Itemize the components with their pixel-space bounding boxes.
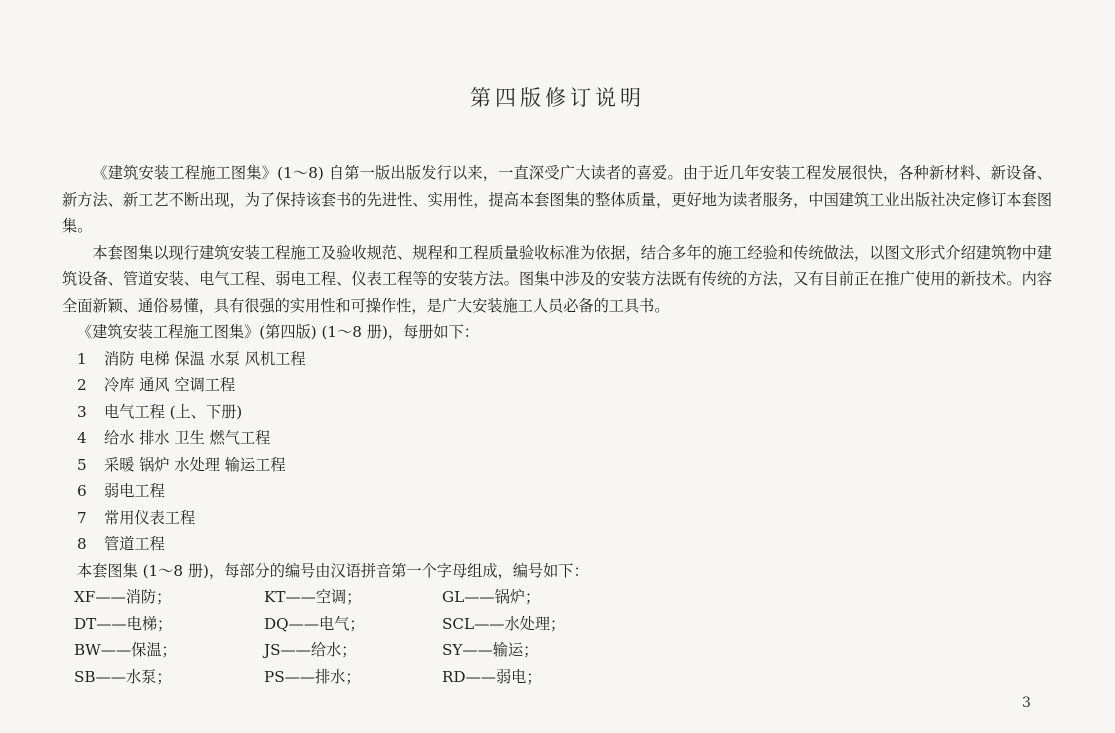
code-cell: DQ——电气； — [264, 614, 365, 633]
page-number: 3 — [1022, 695, 1031, 711]
list-item — [62, 346, 1052, 373]
code-cell: XF——消防； — [74, 588, 172, 606]
code-row — [74, 611, 1052, 638]
body-text — [62, 160, 1052, 690]
list-item — [62, 372, 1052, 399]
code-cell: RD——弱电； — [442, 667, 542, 686]
code-row — [74, 584, 1052, 611]
list-item-title: 电气工程 (上、下册) — [104, 402, 243, 421]
list-item-number: 5 — [77, 455, 87, 474]
list-item — [62, 531, 1052, 558]
list-item-title: 常用仪表工程 — [104, 508, 196, 527]
code-cell: SB——水泵； — [74, 667, 172, 686]
list-item-number: 1 — [77, 349, 87, 368]
list-item-title: 管道工程 — [104, 535, 165, 553]
code-cell: PS——排水； — [264, 667, 361, 686]
code-row — [74, 664, 1052, 691]
list-item-number: 7 — [77, 508, 87, 527]
list-item — [62, 478, 1052, 505]
list-item-title: 消防 电梯 保温 水泵 风机工程 — [104, 349, 306, 368]
code-cell: KT——空调； — [264, 588, 362, 606]
list-item-number: 3 — [77, 402, 87, 421]
list-item-title: 弱电工程 — [104, 482, 165, 500]
code-cell: JS——给水； — [264, 641, 357, 659]
list-item — [62, 452, 1052, 479]
code-cell: GL——锅炉； — [442, 588, 541, 606]
volumes-intro: 《建筑安装工程施工图集》(第四版) (1～8 册)，每册如下： — [77, 323, 479, 341]
list-item — [62, 505, 1052, 532]
list-item-title: 冷库 通风 空调工程 — [104, 376, 236, 394]
code-row — [74, 637, 1052, 664]
code-cell: BW——保温； — [74, 641, 177, 659]
list-item-title: 采暖 锅炉 水处理 输运工程 — [104, 455, 286, 474]
list-item-number: 2 — [77, 376, 87, 394]
codes-intro: 本套图集 (1～8 册)，每部分的编号由汉语拼音第一个字母组成，编号如下： — [77, 561, 589, 580]
code-cell: SCL——水处理； — [442, 614, 566, 633]
list-item-number: 4 — [77, 429, 87, 447]
list-item-title: 给水 排水 卫生 燃气工程 — [104, 429, 271, 447]
list-item-number: 8 — [77, 535, 87, 553]
code-cell: DT——电梯； — [74, 614, 173, 633]
paragraph-scope: 本套图集以现行建筑安装工程施工及验收规范、规程和工程质量验收标准为依据，结合多年的施工经验和传统做法，以图文形式介绍建筑物中建筑设备、管道安装、电气工程、弱电工程、仪表工程等的安装方法。图集中涉及的安装方法既有传统的方法，又有目前正在推广使用的新技术。内容全面新颖、通俗易懂，具有很强的实用性和可操作性，是广大安装施工人员必备的工具书。 — [62, 243, 1052, 315]
code-cell: SY——输运； — [442, 641, 539, 659]
list-item — [62, 399, 1052, 426]
page-title: 第四版修订说明 — [470, 86, 645, 110]
volume-list — [62, 346, 1052, 558]
list-item — [62, 425, 1052, 452]
code-table — [62, 584, 1052, 690]
paragraph-intro: 《建筑安装工程施工图集》(1～8) 自第一版出版发行以来，一直深受广大读者的喜爱。由于近几年安装工程发展很快，各种新材料、新设备、新方法、新工艺不断出现，为了保持该套书的先进性、实用性，提高本套图集的整体质量，更好地为读者服务，中国建筑工业出版社决定修订本套图集。 — [62, 164, 1052, 235]
list-item-number: 6 — [77, 482, 87, 500]
